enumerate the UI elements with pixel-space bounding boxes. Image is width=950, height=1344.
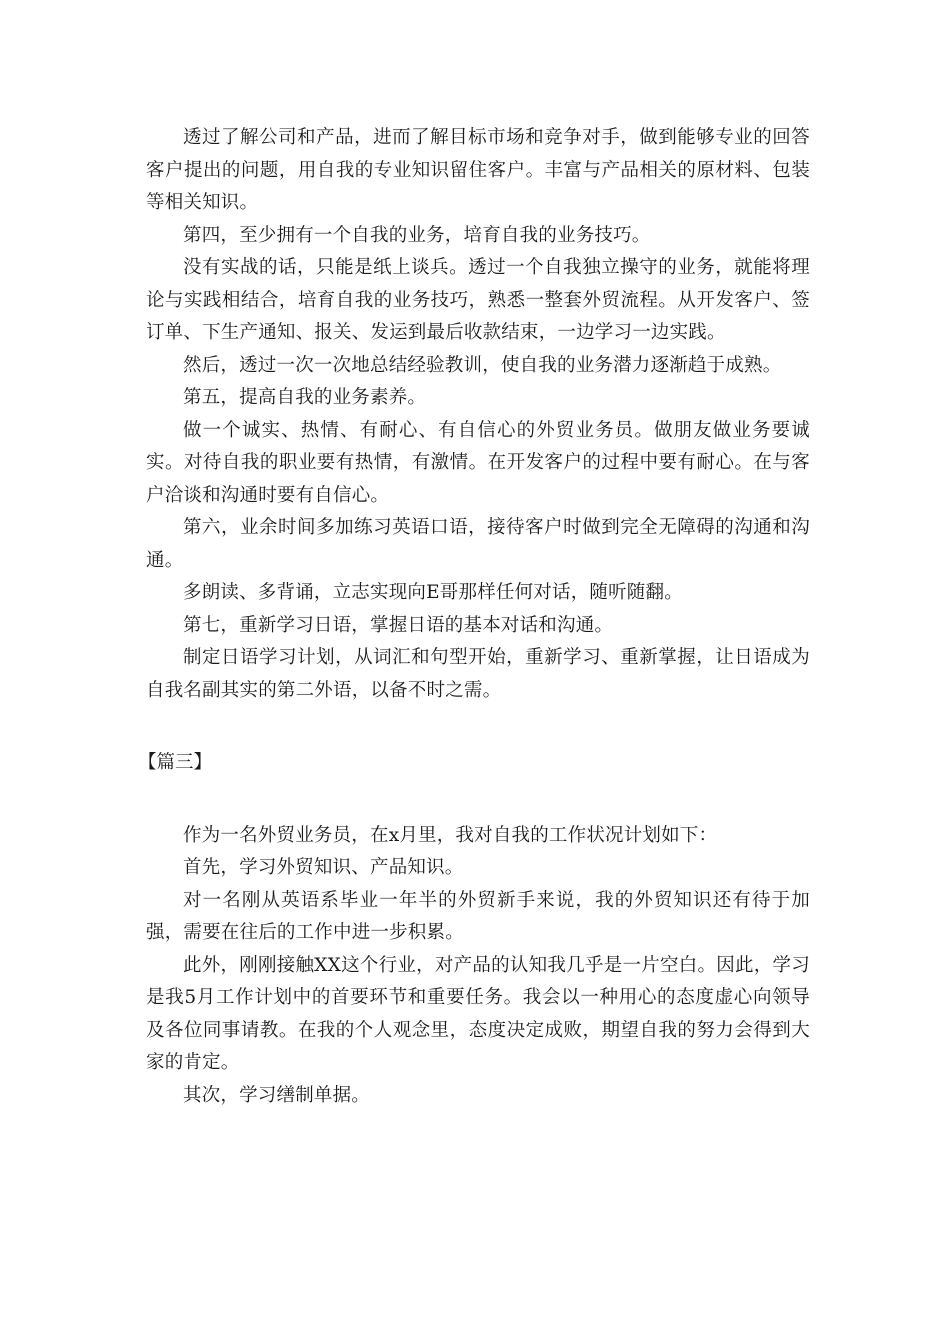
- document-body: [138, 122, 810, 1112]
- paragraph-first: 首先，学习外贸知识、产品知识。: [183, 857, 464, 878]
- paragraph-japanese-plan: 制定日语学习计划，从词汇和句型开始，重新学习、重新掌握，让日语成为自我名副其实的第二外语，以备不时之需。: [146, 647, 810, 701]
- paragraph-qualities: 做一个诚实、热情、有耐心、有自信心的外贸业务员。做朋友做业务要诚实。对待自我的职业要有热情，有激情。在开发客户的过程中要有耐心。在与客户洽谈和沟通时要有自信心。: [146, 419, 810, 506]
- paragraph-point-six: 第六，业余时间多加练习英语口语，接待客户时做到完全无障碍的沟通和沟通。: [146, 517, 810, 571]
- paragraph-newcomer: 对一名刚从英语系毕业一年半的外贸新手来说，我的外贸知识还有待于加强，需要在往后的工作中进一步积累。: [146, 889, 810, 943]
- paragraph-summary-experience: 然后，透过一次一次地总结经验教训，使自我的业务潜力逐渐趋于成熟。: [183, 354, 782, 376]
- paragraph-second: 其次，学习缮制单据。: [183, 1084, 371, 1106]
- spacer: [146, 780, 810, 820]
- paragraph-reading: 多朗读、多背诵，立志实现向E哥那样任何对话，随听随翻。: [183, 582, 683, 603]
- paragraph-point-four: 第四，至少拥有一个自我的业务，培育自我的业务技巧。: [183, 224, 651, 246]
- paragraph-product-knowledge: 透过了解公司和产品，进而了解目标市场和竞争对手，做到能够专业的回答客户提出的问题，用自我的专业知识留住客户。丰富与产品相关的原材料、包装等相关知识。: [146, 127, 810, 213]
- paragraph-point-seven: 第七，重新学习日语，掌握日语的基本对话和沟通。: [183, 614, 614, 636]
- paragraph-practice: 没有实战的话，只能是纸上谈兵。透过一个自我独立操守的业务，就能将理论与实践相结合，培育自我的业务技巧，熟悉一整套外贸流程。从开发客户、签订单、下生产通知、报关、发运到最后收款结束，一边学习一边实践。: [146, 257, 810, 343]
- section-title: 【篇三】: [138, 752, 213, 773]
- paragraph-point-five: 第五，提高自我的业务素养。: [183, 387, 427, 408]
- paragraph-industry: 此外，刚刚接触XX这个行业，对产品的认知我几乎是一片空白。因此，学习是我5月工作计划中的首要环节和重要任务。我会以一种用心的态度虚心向领导及各位同事请教。在我的个人观念里，态度决定成败，期望自我的努力会得到大家的肯定。: [146, 954, 810, 1073]
- spacer: [146, 707, 810, 747]
- paragraph-intro: 作为一名外贸业务员，在x月里，我对自我的工作状况计划如下：: [183, 824, 718, 846]
